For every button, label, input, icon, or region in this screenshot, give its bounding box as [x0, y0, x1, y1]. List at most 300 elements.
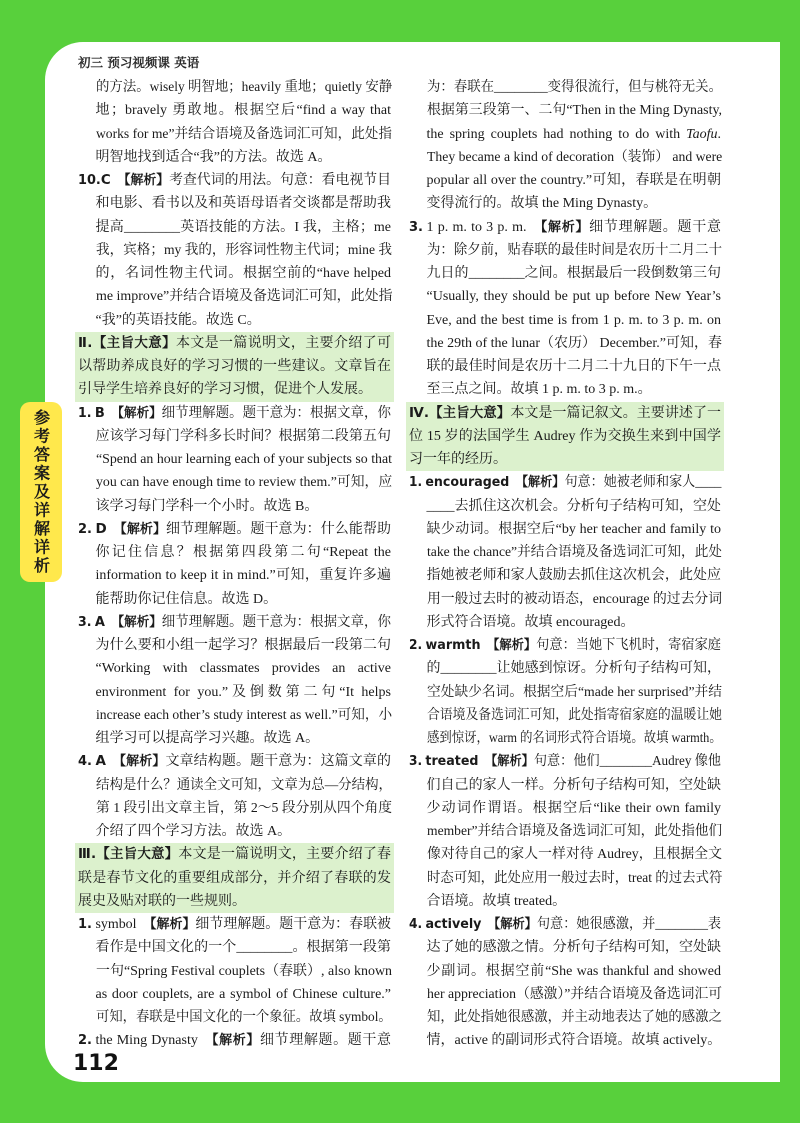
text-line	[409, 216, 721, 239]
line-text: .	[717, 126, 721, 142]
line-content	[409, 471, 721, 494]
line-text: 可知，春联是中国文化的一个象征。故填 symbol。	[95, 1010, 392, 1025]
line-text: 空处缺少名词。根据空后“made her surprised”并结	[426, 684, 722, 700]
line-content	[427, 76, 722, 99]
line-text: 少副词。根据空前“She was thankful and showed	[426, 963, 721, 979]
text-line	[78, 750, 391, 773]
text-line	[409, 634, 721, 657]
line-content	[427, 239, 722, 262]
analysis-tag: 【解析】	[487, 638, 537, 653]
text-line	[409, 750, 721, 773]
answer-item	[409, 634, 721, 750]
analysis-tag: 【解析】	[533, 219, 590, 235]
line-text: “Usually, they should be put up before New Year’s	[426, 289, 721, 305]
line-content	[427, 495, 722, 518]
analysis-tag: 【解析】	[117, 173, 170, 188]
text-line	[78, 239, 391, 262]
line-content	[78, 169, 391, 192]
line-text: 缺少动词。根据空后“by her teacher and family to	[426, 521, 721, 537]
line-text: you can have enough time to review them.”可知，应	[95, 475, 392, 491]
text-line	[409, 774, 721, 797]
text-line	[409, 564, 721, 587]
answer-key: symbol	[95, 917, 137, 932]
line-content	[409, 425, 721, 448]
text-line	[78, 448, 391, 471]
line-content	[96, 1006, 392, 1029]
line-text: information to keep it in mind.”可知，重复许多遍	[95, 568, 391, 584]
line-content	[96, 564, 392, 587]
line-text: 为：春联在________变得很流行，但与桃符无关。	[426, 80, 722, 95]
text-line	[78, 76, 391, 99]
line-text: 习一年的经历。	[409, 452, 507, 467]
line-content	[427, 192, 722, 215]
analysis-tag: 【解析】	[485, 754, 534, 770]
analysis-tag: 【解析】	[112, 754, 166, 770]
left-column	[78, 76, 391, 1053]
line-content	[427, 285, 722, 308]
line-text: 少动词作谓语。根据空后“like their own family	[426, 800, 721, 816]
text-line	[409, 425, 721, 448]
line-text: 细节理解题。题干意为：什么能帮助	[166, 521, 391, 537]
line-text: 本文是一篇说明文，主要介绍了可	[175, 335, 392, 351]
text-line	[409, 239, 721, 262]
line-text: works for me”并结合语境及备选词汇可知，此处指	[95, 126, 392, 142]
main-idea-tag: 【主旨大意】	[96, 846, 179, 863]
line-text: the 29th of the lunar（农历） December.”可知，春	[426, 335, 722, 351]
line-content	[409, 216, 721, 239]
line-content	[427, 309, 722, 332]
line-content	[96, 727, 392, 750]
line-text: 细节理解题。题干意为：春联被	[195, 917, 391, 932]
running-header: 初三 预习视频课 英语	[78, 55, 200, 70]
line-content	[409, 913, 721, 936]
line-text: 和电影、看书以及和英语母语者交谈都是帮助我	[95, 196, 391, 212]
line-content	[96, 797, 392, 820]
line-text: 的________让她感到惊讶。分析句子结构可知，	[426, 661, 721, 677]
line-text: me improve”并结合语境及备选词汇可知，此处指	[95, 289, 392, 305]
text-line	[409, 332, 721, 355]
line-content	[96, 262, 392, 285]
line-text: 联是春节文化的重要组成部分，并介绍了春联的发	[78, 870, 391, 886]
text-line	[78, 681, 391, 704]
line-content	[96, 216, 392, 239]
text-line	[78, 564, 391, 587]
side-tab	[20, 402, 62, 582]
item-number: 3.	[78, 614, 92, 630]
analysis-tag: 【解析】	[488, 917, 537, 932]
line-content	[427, 727, 722, 750]
item-number: 1.	[409, 475, 423, 491]
text-line	[409, 704, 721, 727]
line-content	[96, 820, 392, 843]
line-content	[427, 99, 722, 122]
text-line	[409, 797, 721, 820]
line-text: the spring couplets had nothing to do with	[426, 126, 687, 142]
line-text: Eve, and the best time is from 1 p. m. to 3 p. m. on	[426, 312, 721, 328]
text-line	[78, 913, 391, 936]
line-text: 文章结构题。题干意为：这篇文章的	[165, 754, 391, 770]
text-line	[409, 146, 721, 169]
text-line	[78, 355, 391, 378]
line-content	[427, 262, 722, 285]
text-line	[409, 192, 721, 215]
line-content	[78, 1029, 391, 1052]
line-text: 看作是中国文化的一个________。根据第一段第	[95, 940, 391, 956]
text-line	[409, 588, 721, 611]
line-content	[427, 378, 722, 401]
answer-item	[409, 913, 721, 1053]
line-content	[78, 843, 391, 866]
line-content	[96, 495, 392, 518]
line-content	[78, 332, 391, 355]
line-content	[427, 681, 722, 704]
line-content	[96, 936, 392, 959]
line-text: 知，此处指她很感激，并主动地表达了她的感激之	[426, 1010, 722, 1025]
line-content	[409, 448, 721, 471]
line-text: 细节理解题。题干意为：根据文章，你	[161, 614, 391, 630]
main-idea-tag: 【主旨大意】	[429, 404, 511, 421]
line-text: 至三点之间。故填 1 p. m. to 3 p. m.。	[426, 382, 652, 398]
line-content	[409, 634, 721, 657]
line-content	[78, 890, 391, 913]
text-line	[78, 611, 391, 634]
text-line	[78, 216, 391, 239]
line-content	[427, 611, 722, 634]
line-content	[78, 518, 391, 541]
line-text: 介绍了四个学习方法。故选 A。	[95, 824, 292, 839]
text-line	[409, 611, 721, 634]
answer-item	[78, 611, 391, 751]
line-text: popular all over the country.”可知，春联是在明朝	[426, 173, 721, 188]
text-line	[78, 262, 391, 285]
line-content	[78, 750, 391, 773]
line-content	[96, 309, 392, 332]
line-content	[427, 774, 722, 797]
line-text: 的，名词性物主代词。根据空前的“have helped	[95, 266, 391, 281]
line-content	[96, 146, 392, 169]
line-content	[96, 634, 392, 657]
analysis-tag: 【解析】	[515, 475, 565, 491]
line-text: 的方法。wisely 明智地；heavily 重地；quietly 安静	[95, 80, 392, 95]
line-content	[78, 867, 391, 890]
text-line	[409, 285, 721, 308]
line-content	[427, 936, 722, 959]
side-tab-label: 参考答案及详解详析	[31, 408, 51, 576]
text-line	[409, 936, 721, 959]
line-content	[96, 960, 392, 983]
line-content	[427, 123, 722, 146]
line-content	[78, 378, 391, 401]
text-line	[409, 448, 721, 471]
line-content	[96, 425, 392, 448]
text-line	[409, 657, 721, 680]
line-content	[427, 332, 722, 355]
line-text: 们自己的家人一样。分析句子结构可知，空处缺	[426, 777, 721, 793]
answer-item	[78, 913, 391, 1029]
answer-key: B	[94, 404, 105, 421]
line-text: ____去抓住这次机会。分析句子结构可知，空处	[426, 498, 721, 514]
line-content	[96, 471, 392, 494]
text-line	[409, 843, 721, 866]
text-line	[78, 402, 391, 425]
text-line	[409, 518, 721, 541]
line-content	[427, 146, 722, 169]
text-line	[409, 169, 721, 192]
text-line	[78, 774, 391, 797]
line-content	[78, 402, 391, 425]
text-line	[78, 332, 391, 355]
line-content	[427, 564, 722, 587]
text-line	[78, 936, 391, 959]
line-content	[96, 704, 392, 727]
section-numeral: Ⅱ.	[78, 334, 93, 351]
line-content	[427, 867, 722, 890]
line-content	[427, 1006, 722, 1029]
right-column	[409, 76, 721, 1053]
item-number: 1.	[78, 405, 92, 421]
section-numeral: Ⅲ.	[78, 846, 97, 863]
item-number: 3.	[409, 219, 423, 235]
answer-key: the Ming Dynasty	[95, 1033, 198, 1049]
answer-key: A	[94, 613, 105, 630]
answer-key: warmth	[425, 637, 481, 653]
line-text: 句意：她很感激，并________表	[536, 917, 722, 932]
line-text: 用一般过去时的被动语态，encourage 的过去分词	[426, 591, 722, 607]
line-text: 时态可知，此处应用一般过去时，treat 的过去式符	[426, 870, 722, 886]
line-content	[96, 774, 392, 797]
line-text: 地；bravely 勇敢地。根据空后“find a way that	[95, 103, 391, 119]
line-text: 达了她的感激之情。分析句子结构可知，空处缺	[426, 940, 721, 956]
answer-key: encouraged	[425, 474, 510, 491]
answer-key: A	[95, 753, 106, 770]
line-text: 明智地找到适合“我”的方法。故选 A。	[95, 149, 332, 165]
text-line	[78, 309, 391, 332]
line-text: 细节理解题。题干意	[260, 1033, 391, 1049]
line-content	[96, 239, 392, 262]
text-line	[409, 495, 721, 518]
answer-item	[78, 169, 391, 332]
text-line	[409, 913, 721, 936]
text-line	[78, 1006, 391, 1029]
text-line	[409, 378, 721, 401]
answer-key: C	[100, 172, 111, 188]
line-content	[427, 820, 722, 843]
line-content	[96, 192, 392, 215]
line-text: 组学习可以提高学习兴趣。故选 A。	[95, 731, 320, 746]
line-content	[427, 355, 722, 378]
continued-text	[409, 76, 721, 216]
text-line	[78, 797, 391, 820]
line-content	[96, 588, 392, 611]
line-text: member”并结合语境及备选词汇可知，此处指他们	[426, 824, 722, 839]
text-line	[409, 820, 721, 843]
line-text: 本文是一篇说明文，主要介绍了春	[178, 847, 392, 863]
text-line	[409, 402, 721, 425]
line-text: 为：除夕前，贴春联的最佳时间是农历十二月二十	[426, 242, 722, 258]
answer-item	[409, 750, 721, 913]
line-content	[409, 750, 721, 773]
line-text: 我，宾格；my 我的，形容词性物主代词；mine 我	[95, 242, 392, 258]
continued-text	[78, 76, 391, 169]
item-number: 2.	[409, 638, 423, 653]
text-line	[78, 983, 391, 1006]
text-line	[409, 541, 721, 564]
line-text: 应该学习每门学科多长时间？根据第二段第五句	[95, 428, 391, 444]
line-text: 引导学生培养良好的学习习惯，促进个人发展。	[78, 382, 372, 398]
answer-key: treated	[425, 753, 479, 770]
text-line	[78, 588, 391, 611]
text-line	[78, 1029, 391, 1052]
line-text: 展史及贴对联的一些规则。	[78, 893, 246, 909]
line-content	[78, 913, 391, 936]
text-line	[78, 471, 391, 494]
text-line	[409, 727, 721, 750]
text-line	[78, 727, 391, 750]
text-line	[409, 76, 721, 99]
answer-key: actively	[425, 916, 482, 932]
line-text: 九日的________之间。根据最后一段倒数第三句	[426, 266, 721, 281]
answer-item	[78, 1029, 391, 1052]
line-content	[427, 983, 722, 1006]
line-content	[427, 890, 722, 913]
answer-item	[409, 471, 721, 634]
line-text: 句意：她被老师和家人____	[564, 475, 722, 491]
line-content	[96, 983, 392, 1006]
line-content	[96, 123, 392, 146]
line-content	[427, 588, 722, 611]
text-line	[78, 843, 391, 866]
text-line	[78, 285, 391, 308]
line-text: 变得流行的。故填 the Ming Dynasty。	[426, 196, 658, 212]
summary-box	[406, 402, 724, 472]
answer-key: D	[95, 520, 107, 537]
line-content	[96, 541, 392, 564]
analysis-tag: 【解析】	[143, 917, 196, 932]
line-text: 合语境及备选词汇可知，此处指寄宿家庭的温暖让她	[426, 707, 722, 723]
line-content	[427, 518, 722, 541]
text-line	[409, 681, 721, 704]
text-line	[78, 169, 391, 192]
answer-item	[78, 750, 391, 843]
summary-box	[75, 332, 394, 402]
line-text: 联的最佳时间是农历十二月二十九日的下午一点	[426, 359, 721, 374]
line-text: 考查代词的用法。句意：看电视节目	[169, 173, 391, 188]
text-line	[78, 820, 391, 843]
line-content	[427, 797, 722, 820]
page-number: 112	[73, 1051, 119, 1076]
line-content	[96, 448, 392, 471]
line-content	[96, 285, 392, 308]
line-content	[96, 99, 392, 122]
line-content	[427, 657, 722, 680]
line-text: 细节理解题。题干意	[589, 219, 721, 235]
line-content	[96, 657, 392, 680]
line-text: 像对待自己的家人一样对待 Audrey，且根据全文	[426, 847, 722, 863]
line-text: “Working with classmates provides an active	[95, 661, 391, 677]
text-line	[409, 309, 721, 332]
line-text: 句意：当她下飞机时，寄宿家庭	[536, 638, 721, 653]
line-text: 第 1 段引出文章主旨，第 2～5 段分别从四个角度	[95, 800, 392, 816]
line-text: 细节理解题。题干意为：根据文章，你	[161, 405, 391, 421]
text-line	[409, 1006, 721, 1029]
line-content	[427, 1029, 722, 1052]
text-line	[78, 890, 391, 913]
line-content	[78, 611, 391, 634]
line-text: 该学习每门学科一个小时。故选 B。	[95, 498, 319, 514]
line-text: 本文是一篇记叙文。主要讲述了一	[510, 405, 721, 421]
item-number: 4.	[409, 917, 423, 932]
text-line	[78, 867, 391, 890]
text-line	[78, 99, 391, 122]
line-text: 合语境。故填 treated。	[426, 893, 567, 909]
text-line	[78, 657, 391, 680]
line-content	[427, 843, 722, 866]
text-line	[78, 192, 391, 215]
line-text: 以帮助养成良好的学习习惯的一些建议。文章旨在	[78, 359, 391, 374]
text-line	[409, 983, 721, 1006]
analysis-tag: 【解析】	[111, 405, 162, 421]
analysis-tag: 【解析】	[204, 1033, 260, 1049]
line-text: 指她被老师和家人鼓励去抓住这次机会，此处应	[426, 568, 721, 584]
line-text: 提高________英语技能的方法。I 我，主格；me	[95, 219, 391, 235]
analysis-tag: 【解析】	[113, 521, 167, 537]
main-idea-tag: 【主旨大意】	[92, 334, 176, 351]
line-text: 形式符合语境。故填 encouraged。	[426, 614, 635, 630]
line-text: 你记住信息？根据第四段第二句“Repeat the	[95, 545, 391, 560]
item-number: 4.	[78, 754, 92, 770]
item-number: 3.	[409, 754, 423, 770]
text-line	[78, 960, 391, 983]
line-content	[96, 681, 392, 704]
line-text: 结构是什么？通读全文可知，文章为总—分结构，	[95, 777, 392, 793]
item-number: 1.	[78, 917, 92, 932]
item-number: 2.	[78, 521, 92, 537]
answer-item	[78, 402, 391, 518]
line-text: her appreciation（感激）”并结合语境及备选词汇可	[426, 986, 722, 1002]
line-text: 根据第三段第一、二句“Then in the Ming Dynasty,	[426, 103, 722, 119]
line-text: 为什么要和小组一起学习？根据最后一段第二句	[95, 638, 391, 653]
item-number: 10.	[78, 173, 101, 188]
text-line	[78, 146, 391, 169]
line-text: 情，active 的副词形式符合语境。故填 actively。	[426, 1033, 722, 1049]
text-line	[409, 355, 721, 378]
line-content	[427, 704, 722, 727]
line-content	[427, 541, 722, 564]
text-line	[78, 518, 391, 541]
line-text: 感到惊讶，warm 的名词形式符合语境。故填 warmth。	[426, 731, 722, 746]
text-line	[409, 867, 721, 890]
summary-box	[75, 843, 394, 913]
line-text: They became a kind of decoration（装饰） and were	[426, 149, 722, 165]
line-content	[427, 960, 722, 983]
line-text: “Spend an hour learning each of your subjects so that	[95, 452, 392, 467]
line-text: increase each other’s study interest as well.”可知，小	[95, 707, 392, 723]
line-text: environment for you.”及倒数第二句“It helps	[95, 684, 391, 700]
text-line	[409, 99, 721, 122]
line-text: 位 15 岁的法国学生 Audrey 作为交换生来到中国学	[409, 428, 721, 444]
answer-item	[78, 518, 391, 611]
italic-term: Taofu	[686, 126, 718, 142]
item-number: 2.	[78, 1033, 92, 1049]
line-text: 能帮助你记住信息。故选 D。	[95, 591, 278, 607]
line-content	[96, 76, 392, 99]
text-line	[409, 471, 721, 494]
answer-key: 1 p. m. to 3 p. m.	[426, 219, 527, 235]
answer-item	[409, 216, 721, 402]
text-line	[409, 890, 721, 913]
text-line	[78, 634, 391, 657]
line-text: 句意：他们________Audrey 像他	[533, 754, 721, 770]
